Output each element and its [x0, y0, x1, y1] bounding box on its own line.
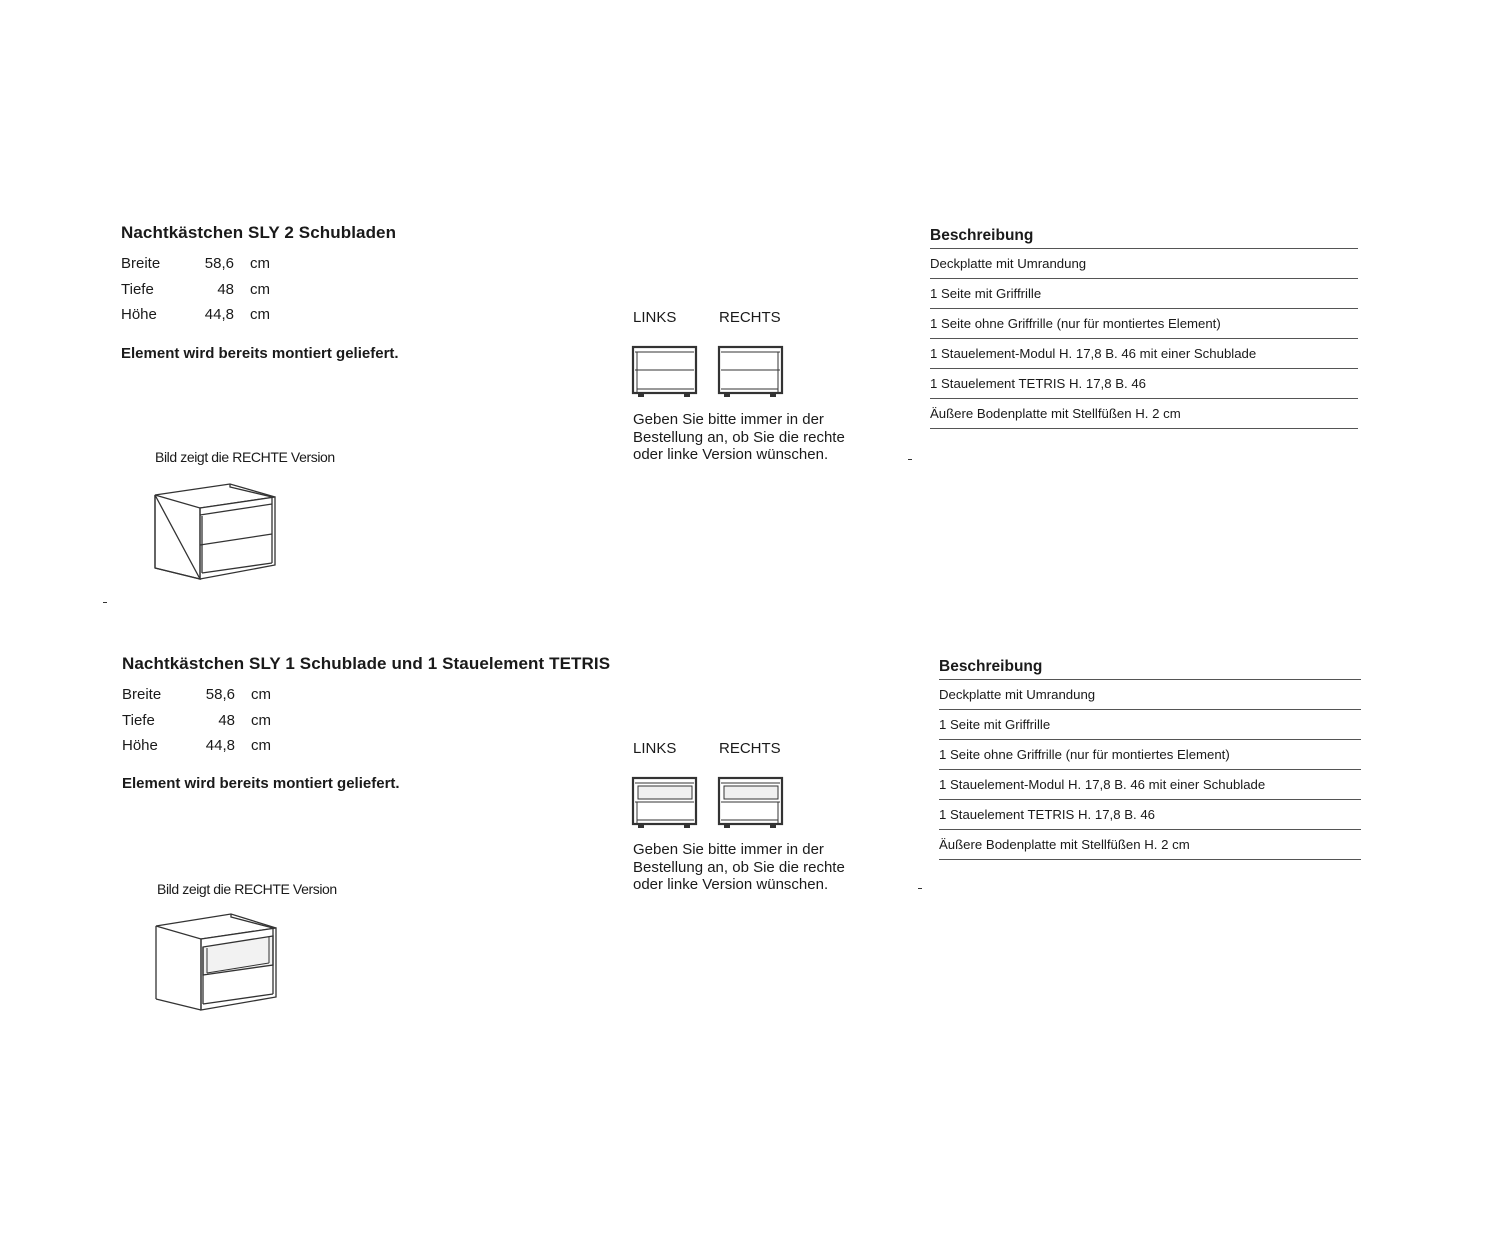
dimension-label: Höhe [122, 737, 158, 754]
dimension-row-width [122, 686, 292, 712]
description-table [939, 658, 1361, 860]
description-item: Deckplatte mit Umrandung [939, 680, 1361, 710]
description-item: 1 Seite ohne Griffrille (nur für montiertes Element) [939, 740, 1361, 770]
dimension-unit: cm [250, 255, 270, 272]
dimension-unit: cm [251, 711, 271, 729]
description-item: 1 Stauelement TETRIS H. 17,8 B. 46 [939, 800, 1361, 830]
description-item: 1 Stauelement TETRIS H. 17,8 B. 46 [930, 369, 1358, 399]
order-instruction: Geben Sie bitte immer in der Bestellung an, ob Sie die rechte oder linke Version wünschen. [633, 841, 845, 894]
product-title: Nachtkästchen SLY 1 Schublade und 1 Stauelement TETRIS [122, 654, 611, 673]
dimension-value: 48 [218, 711, 235, 729]
dimension-label: Breite [121, 255, 161, 272]
dimension-unit: cm [251, 737, 271, 754]
dimension-label: Höhe [121, 306, 157, 323]
description-item: 1 Seite mit Griffrille [930, 279, 1358, 309]
description-item: 1 Seite ohne Griffrille (nur für montiertes Element) [930, 309, 1358, 339]
dimension-row-depth [122, 712, 292, 738]
version-label-left: LINKS [633, 309, 677, 326]
product-title: Nachtkästchen SLY 2 Schubladen [121, 223, 397, 242]
dimension-value: 58,6 [205, 686, 235, 703]
description-heading: Beschreibung [930, 227, 1358, 249]
assembly-note: Element wird bereits montiert geliefert. [121, 345, 399, 362]
description-item: Äußere Bodenplatte mit Stellfüßen H. 2 cm [930, 399, 1358, 429]
nightstand-3d-drawing [151, 911, 286, 1016]
crop-mark [918, 888, 922, 889]
dimension-value: 44,8 [205, 737, 235, 754]
dimension-unit: cm [251, 686, 271, 703]
version-label-left: LINKS [633, 740, 677, 757]
front-view-left-drawing [632, 777, 698, 829]
description-item: 1 Stauelement-Modul H. 17,8 B. 46 mit einer Schublade [939, 770, 1361, 800]
crop-mark [908, 459, 912, 460]
description-item: Deckplatte mit Umrandung [930, 249, 1358, 279]
image-caption: Bild zeigt die RECHTE Version [157, 881, 337, 897]
dimension-unit: cm [250, 306, 270, 323]
description-item: Äußere Bodenplatte mit Stellfüßen H. 2 cm [939, 830, 1361, 860]
dimensions-table [122, 686, 292, 763]
image-caption: Bild zeigt die RECHTE Version [155, 449, 335, 465]
order-instruction: Geben Sie bitte immer in der Bestellung an, ob Sie die rechte oder linke Version wünschen. [633, 411, 845, 464]
dimension-value: 48 [217, 280, 234, 298]
front-view-right-drawing [718, 777, 784, 829]
nightstand-3d-drawing [150, 480, 285, 585]
description-item: 1 Seite mit Griffrille [939, 710, 1361, 740]
assembly-note: Element wird bereits montiert geliefert. [122, 775, 400, 792]
dimension-row-height [122, 737, 292, 763]
description-heading: Beschreibung [939, 658, 1361, 680]
dimension-unit: cm [250, 280, 270, 298]
dimension-label: Tiefe [121, 280, 154, 298]
description-item: 1 Stauelement-Modul H. 17,8 B. 46 mit einer Schublade [930, 339, 1358, 369]
dimension-value: 44,8 [204, 306, 234, 323]
version-label-right: RECHTS [719, 309, 781, 326]
dimension-value: 58,6 [204, 255, 234, 272]
version-label-right: RECHTS [719, 740, 781, 757]
dimension-label: Tiefe [122, 711, 155, 729]
crop-mark [103, 602, 107, 603]
dimension-label: Breite [122, 686, 162, 703]
